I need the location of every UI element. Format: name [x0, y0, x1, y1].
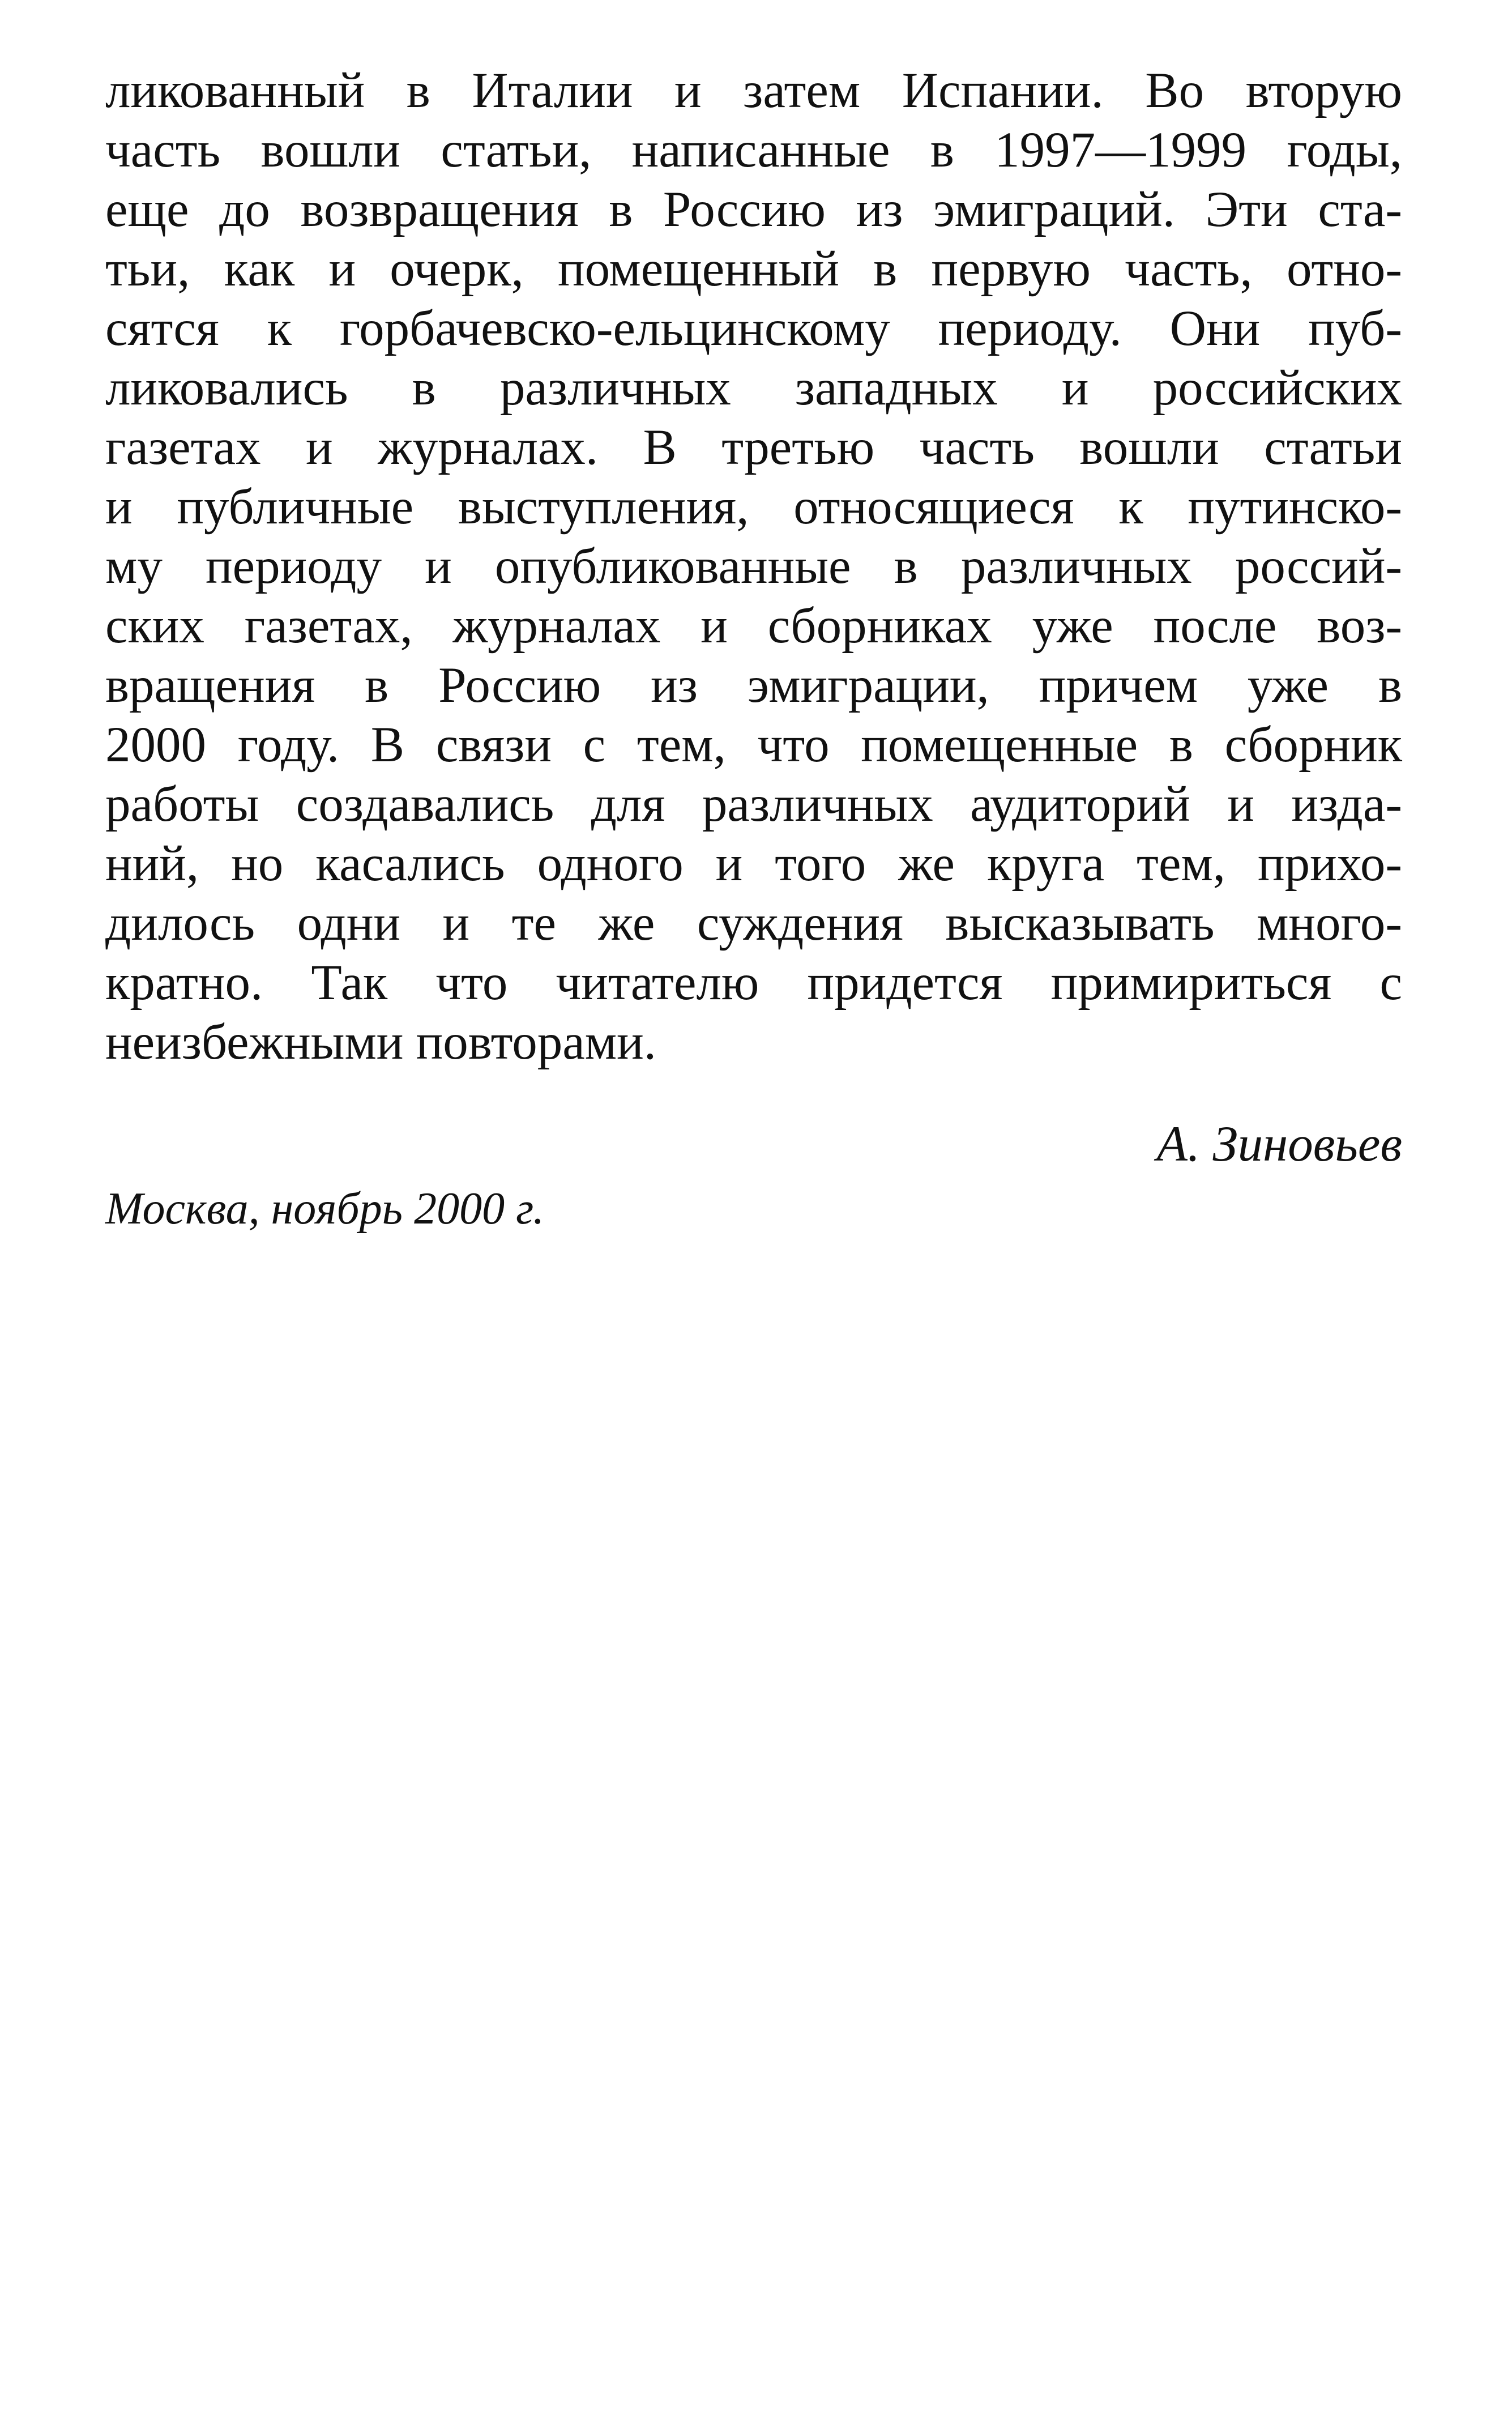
- text-line: работы создавались для различных аудиторий и изда-: [105, 777, 1402, 832]
- text-line: часть вошли статьи, написанные в 1997—1999 годы,: [105, 122, 1402, 178]
- text-line: неизбежными повторами.: [105, 1014, 657, 1070]
- text-line: ликованный в Италии и затем Испании. Во вторую: [105, 63, 1402, 118]
- text-line: сятся к горбачевско-ельцинскому периоду. Они пуб-: [105, 301, 1402, 356]
- author-signature: А. Зиновьев: [1156, 1116, 1402, 1172]
- text-line: 2000 году. В связи с тем, что помещенные в сборник: [105, 717, 1402, 773]
- text-line: еще до возвращения в Россию из эмиграций. Эти ста-: [105, 182, 1402, 237]
- text-line: тьи, как и очерк, помещенный в первую часть, отно-: [105, 241, 1402, 297]
- text-line: ликовались в различных западных и российских: [105, 360, 1402, 416]
- text-line: ских газетах, журналах и сборниках уже после воз-: [105, 598, 1402, 654]
- body-paragraph: [105, 61, 1402, 1072]
- text-line: и публичные выступления, относящиеся к путинско-: [105, 479, 1402, 535]
- place-and-date: Москва, ноябрь 2000 г.: [105, 1184, 545, 1234]
- text-line: му периоду и опубликованные в различных россий-: [105, 539, 1402, 594]
- text-line: кратно. Так что читателю придется примириться с: [105, 955, 1402, 1011]
- text-line: ний, но касались одного и того же круга тем, прихо-: [105, 836, 1402, 892]
- text-line: вращения в Россию из эмиграции, причем уже в: [105, 658, 1402, 713]
- text-line: дилось одни и те же суждения высказывать много-: [105, 896, 1402, 951]
- text-line: газетах и журналах. В третью часть вошли статьи: [105, 420, 1402, 475]
